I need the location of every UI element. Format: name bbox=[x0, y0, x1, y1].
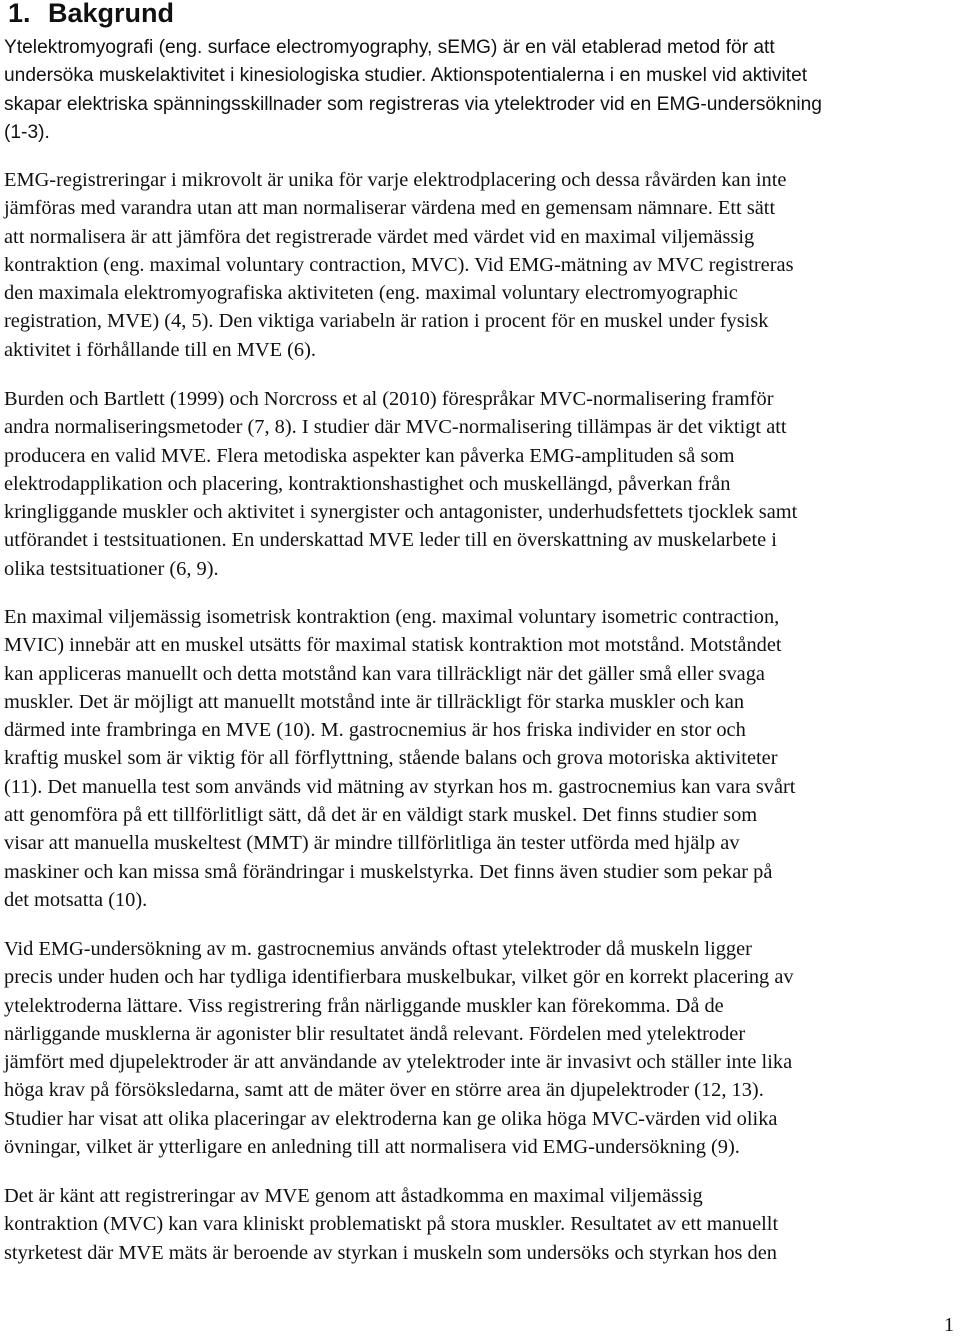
text-line: att genomföra på ett tillförlitligt sätt, då det är en väldigt stark muskel. Det finns studier som bbox=[4, 804, 758, 827]
text-line: producera en valid MVE. Flera metodiska aspekter kan påverka EMG-amplituden så som bbox=[4, 444, 735, 467]
text-line: Vid EMG-undersökning av m. gastrocnemius används oftast ytelektroder då muskeln ligger bbox=[4, 938, 752, 960]
text-line: aktivitet i förhållande till en MVE (6). bbox=[4, 338, 317, 361]
text-line: närliggande musklerna är agonister blir resultatet ändå relevant. Fördelen med ytelektroder bbox=[4, 1022, 746, 1045]
text-line: visar att manuella muskeltest (MMT) är mindre tillförlitliga än tester utförda med hjälp av bbox=[4, 832, 740, 855]
text-line: kraftig muskel som är viktig för all förflyttning, stående balans och grova motoriska aktiviteter bbox=[4, 747, 778, 770]
text-line: skapar elektriska spänningsskillnader som registreras via ytelektroder vid en EMG-undersökning bbox=[4, 93, 822, 115]
text-line: Ytelektromyografi (eng. surface electromyography, sEMG) är en väl etablerad metod för att bbox=[4, 37, 775, 58]
text-line: därmed inte frambringa en MVE (10). M. gastrocnemius är hos friska individer en stor och bbox=[4, 719, 746, 742]
text-line: precis under huden och har tydliga identifierbara muskelbukar, vilket gör en korrekt placering av bbox=[4, 966, 794, 989]
paragraph-4 bbox=[4, 603, 795, 914]
text-line: utförandet i testsituationen. En underskattad MVE leder till en överskattning av muskelarbete i bbox=[4, 529, 777, 552]
text-line: Studier har visat att olika placeringar av elektroderna kan ge olika höga MVC-värden vid olika bbox=[4, 1107, 778, 1130]
paragraph-2 bbox=[4, 166, 794, 364]
paragraph-5 bbox=[4, 935, 794, 1161]
text-line: elektrodapplikation och placering, kontraktionshastighet och muskellängd, påverkan från bbox=[4, 472, 731, 495]
text-line: Burden och Bartlett (1999) och Norcross et al (2010) förespråkar MVC-normalisering framför bbox=[4, 388, 774, 410]
section-heading bbox=[8, 0, 174, 29]
text-line: styrketest där MVE mäts är beroende av styrkan i muskeln som undersöks och styrkan hos den bbox=[4, 1241, 777, 1264]
text-line: registration, MVE) (4, 5). Den viktiga variabeln är ration i procent för en muskel under fysisk bbox=[4, 310, 769, 333]
text-line: jämfört med djupelektroder är att användande av ytelektroder inte är invasivt och ställer inte lika bbox=[4, 1051, 793, 1074]
text-line: det motsatta (10). bbox=[4, 888, 148, 911]
text-line: att normalisera är att jämföra det registrerade värdet med värdet vid en maximal viljemässig bbox=[4, 225, 755, 248]
text-line: (11). Det manuella test som används vid mätning av styrkan hos m. gastrocnemius kan vara svårt bbox=[4, 775, 796, 798]
text-line: den maximala elektromyografiska aktiviteten (eng. maximal voluntary electromyographic bbox=[4, 282, 738, 305]
section-title: Bakgrund bbox=[48, 0, 175, 28]
text-line: Det är känt att registreringar av MVE genom att åstadkomma en maximal viljemässig bbox=[4, 1185, 703, 1207]
text-line: kan appliceras manuellt och detta motstånd kan vara tillräckligt när det gäller små eller svaga bbox=[4, 662, 765, 685]
paragraph-6 bbox=[4, 1182, 778, 1267]
text-line: jämföras med varandra utan att man normaliserar värdena med en gemensam nämnare. Ett sätt bbox=[4, 197, 776, 220]
text-line: undersöka muskelaktivitet i kinesiologiska studier. Aktionspotentialerna i en muskel vid aktivitet bbox=[4, 65, 808, 87]
text-line: (1-3). bbox=[4, 121, 50, 143]
section-number: 1. bbox=[8, 0, 31, 28]
text-line: maskiner och kan missa små förändringar i muskelstyrka. Det finns även studier som pekar på bbox=[4, 860, 773, 883]
text-line: EMG-registreringar i mikrovolt är unika för varje elektrodplacering och dessa råvärden kan inte bbox=[4, 169, 787, 191]
text-line: övningar, vilket är ytterligare en anledning till att normalisera vid EMG-undersökning (9). bbox=[4, 1136, 740, 1159]
text-line: kontraktion (eng. maximal voluntary contraction, MVC). Vid EMG-mätning av MVC registreras bbox=[4, 253, 794, 276]
text-line: kontraktion (MVC) kan vara kliniskt problematiskt på stora muskler. Resultatet av ett manuellt bbox=[4, 1213, 779, 1236]
text-line: olika testsituationer (6, 9). bbox=[4, 557, 219, 580]
text-line: En maximal viljemässig isometrisk kontraktion (eng. maximal voluntary isometric contraction, bbox=[4, 606, 780, 628]
paragraph-1 bbox=[4, 34, 822, 147]
text-line: höga krav på försöksledarna, samt att de mäter över en större area än djupelektroder (12, 13). bbox=[4, 1079, 764, 1102]
text-line: MVIC) innebär att en muskel utsätts för maximal statisk kontraktion mot motstånd. Motståndet bbox=[4, 634, 782, 657]
text-line: kringliggande muskler och aktivitet i synergister och antagonister, underhudsfettets tjocklek samt bbox=[4, 501, 798, 524]
paragraph-3 bbox=[4, 385, 797, 583]
text-line: ytelektroderna lättare. Viss registrering från närliggande muskler kan förekomma. Då de bbox=[4, 994, 724, 1017]
text-line: muskler. Det är möjligt att manuellt motstånd inte är tillräckligt för starka muskler och kan bbox=[4, 690, 745, 713]
page-number: 1 bbox=[944, 1314, 954, 1336]
text-line: andra normaliseringsmetoder (7, 8). I studier där MVC-normalisering tillämpas är det viktigt att bbox=[4, 416, 787, 439]
